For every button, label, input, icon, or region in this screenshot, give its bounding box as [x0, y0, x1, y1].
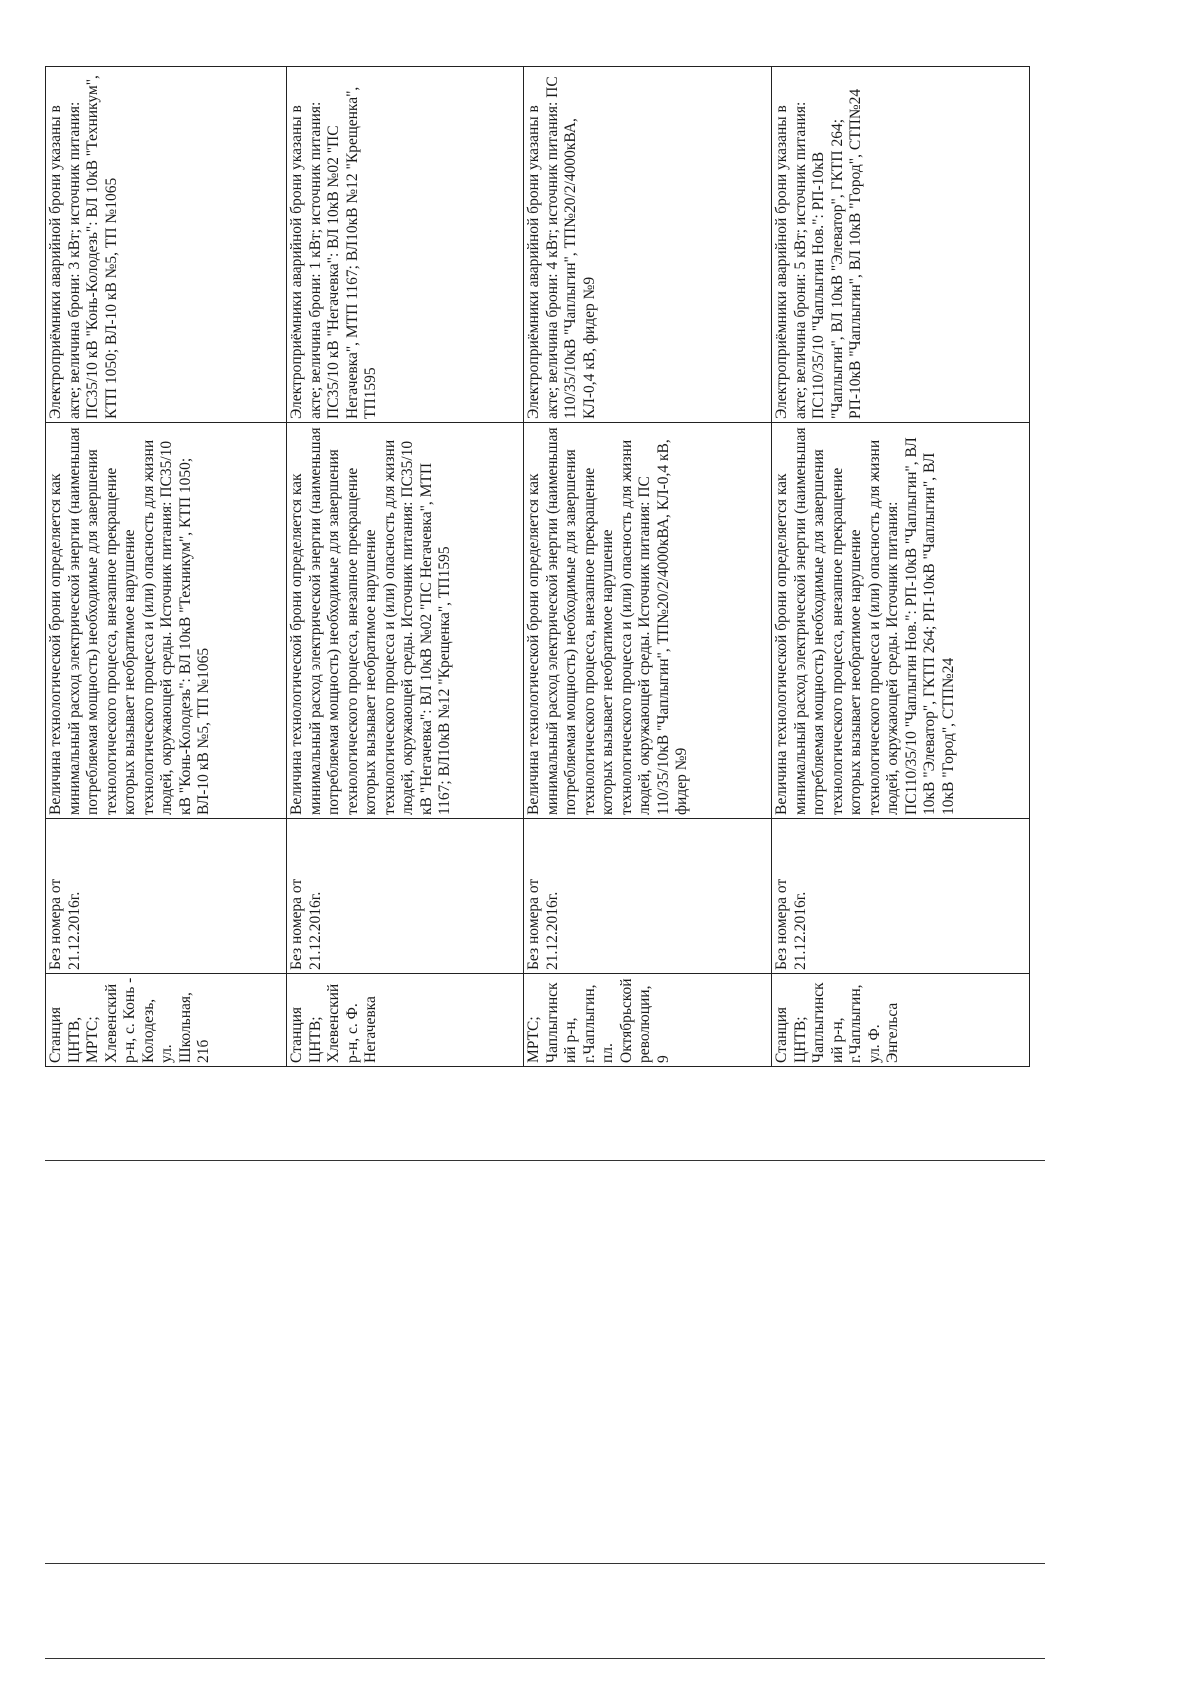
cell-object: Станция ЦНТВ; Чаплыгинский р-н, г.Чаплыгин, ул. Ф. Энгельса: [772, 974, 1030, 1067]
cell-act: Без номера от 21.12.2016г.: [46, 819, 287, 974]
reservation-table: [45, 66, 1030, 1067]
cell-emergency-reserve: Электроприёмники аварийной брони указаны в акте; величина брони: 3 кВт; источник питания: ПС35/10 кВ "Конь-Колодезь": ВЛ 10кВ "Техникум", КТП 1050; ВЛ-10 кВ №5, ТП №1065: [46, 67, 287, 423]
cell-object: МРТС; Чаплыгинский р-н, г.Чаплыгин, пл. Октябрьской революции, 9: [524, 974, 772, 1067]
cell-act: Без номера от 21.12.2016г.: [287, 819, 524, 974]
cell-act: Без номера от 21.12.2016г.: [772, 819, 1030, 974]
table-row: [46, 67, 287, 1067]
divider-line: [45, 1160, 1045, 1161]
cell-emergency-reserve: Электроприёмники аварийной брони указаны в акте; величина брони: 1 кВт; источник питания: ПС35/10 кВ "Негачевка": ВЛ 10кВ №02 "ПС Негачевка", МТП 1167; ВЛ10кВ №12 "Крещенка", ТП1595: [287, 67, 524, 423]
cell-tech-reserve: Величина технологической брони определяется как минимальный расход электрической энергии (наименьшая потребляемая мощность) необходимые для завершения технологического процесса, внезапное прекращение которых вызывает необратимое нарушение технологического процесса и (или) опасность для жизни людей, окружающей среды. Источник питания: ПС35/10 кВ "Негачевка": ВЛ 10кВ №02 "ПС Негачевка", МТП 1167; ВЛ10кВ №12 "Крещенка", ТП1595: [287, 423, 524, 819]
table-row: [524, 67, 772, 1067]
cell-act: Без номера от 21.12.2016г.: [524, 819, 772, 974]
divider-line: [45, 1658, 1045, 1659]
rotated-page-content: [45, 67, 1045, 1067]
cell-emergency-reserve: Электроприёмники аварийной брони указаны в акте; величина брони: 4 кВт; источник питания: ПС 110/35/10кВ "Чаплыгин", ТП№20/2/4000кВА, КЛ-0,4 кВ, фидер №9: [524, 67, 772, 423]
cell-emergency-reserve: Электроприёмники аварийной брони указаны в акте; величина брони: 5 кВт; источник питания: ПС110/35/10 "Чаплыгин Нов.": РП-10кВ "Чаплыгин", ВЛ 10кВ "Элеватор", ГКТП 264; РП-10кВ "Чаплыгин", ВЛ 10кВ "Город", СТП№24: [772, 67, 1030, 423]
cell-tech-reserve: Величина технологической брони определяется как минимальный расход электрической энергии (наименьшая потребляемая мощность) необходимые для завершения технологического процесса, внезапное прекращение которых вызывает необратимое нарушение технологического процесса и (или) опасность для жизни людей, окружающей среды. Источник питания: ПС 110/35/10кВ "Чаплыгин", ТП№20/2/4000кВА, КЛ-0,4 кВ, фидер №9: [524, 423, 772, 819]
cell-tech-reserve: Величина технологической брони определяется как минимальный расход электрической энергии (наименьшая потребляемая мощность) необходимые для завершения технологического процесса, внезапное прекращение которых вызывает необратимое нарушение технологического процесса и (или) опасность для жизни людей, окружающей среды. Источник питания: ПС110/35/10 "Чаплыгин Нов.": РП-10кВ "Чаплыгин", ВЛ 10кВ "Элеватор", ГКТП 264; РП-10кВ "Чаплыгин", ВЛ 10кВ "Город", СТП№24: [772, 423, 1030, 819]
cell-object: Станция ЦНТВ; Хлевенский р-н, с. Ф. Негачевка: [287, 974, 524, 1067]
cell-tech-reserve: Величина технологической брони определяется как минимальный расход электрической энергии (наименьшая потребляемая мощность) необходимые для завершения технологического процесса, внезапное прекращение которых вызывает необратимое нарушение технологического процесса и (или) опасность для жизни людей, окружающей среды. Источник питания: ПС35/10 кВ "Конь-Колодезь": ВЛ 10кВ "Техникум", КТП 1050; ВЛ-10 кВ №5, ТП №1065: [46, 423, 287, 819]
cell-object: Станция ЦНТВ, МРТС; Хлевенский р-н, с. Конь - Колодезь, ул. Школьная, 21б: [46, 974, 287, 1067]
table-row: [287, 67, 524, 1067]
divider-line: [45, 1563, 1045, 1564]
table-row: [772, 67, 1030, 1067]
